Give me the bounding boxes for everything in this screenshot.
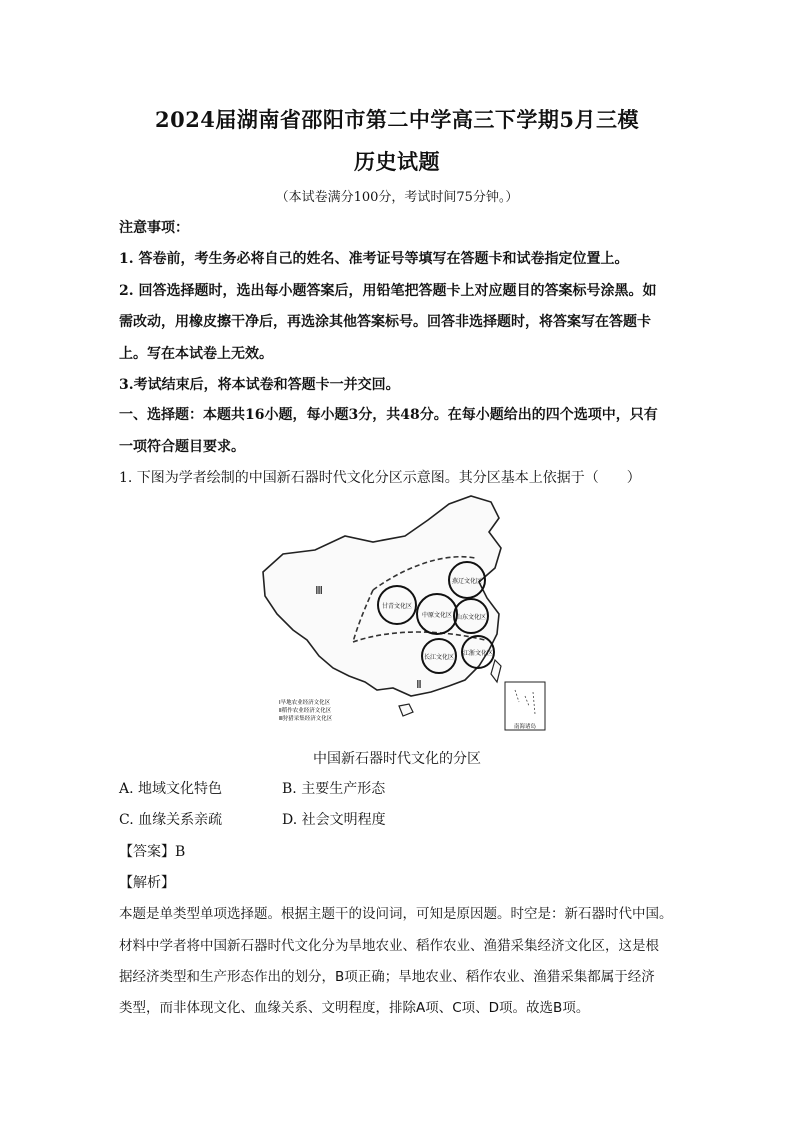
note-item: 上。写在本试卷上无效。 — [119, 346, 273, 362]
answer-line: 【答案】B — [119, 844, 186, 860]
svg-text:长江文化区: 长江文化区 — [423, 654, 455, 661]
map-caption: 中国新石器时代文化的分区 — [313, 751, 481, 767]
exam-info: （本试卷满分100分，考试时间75分钟。） — [275, 190, 519, 205]
exam-subject: 历史试题 — [354, 149, 440, 174]
analysis-heading: 【解析】 — [119, 875, 175, 891]
question-stem: 1. 下图为学者绘制的中国新石器时代文化分区示意图。其分区基本上依据于（ ） — [119, 470, 641, 486]
region-label: Ⅱ — [416, 678, 422, 691]
culture-zone-map — [253, 492, 553, 735]
svg-text:燕辽文化区: 燕辽文化区 — [451, 578, 483, 585]
analysis-text: 据经济类型和生产形态作出的划分，B项正确；旱地农业、稻作农业、渔猎采集都属于经济 — [119, 969, 655, 985]
note-item: 需改动，用橡皮擦干净后，再选涂其他答案标号。回答非选择题时，将答案写在答题卡 — [119, 314, 651, 330]
option-c: C. 血缘关系亲疏 — [119, 812, 223, 828]
south-china-sea-inset — [505, 682, 545, 730]
hainan-island — [399, 704, 413, 716]
svg-text:南海诸岛: 南海诸岛 — [513, 724, 537, 730]
svg-text:江浙文化区: 江浙文化区 — [462, 650, 494, 657]
svg-text:中原文化区: 中原文化区 — [421, 612, 453, 619]
analysis-text: 材料中学者将中国新石器时代文化分为旱地农业、稻作农业、渔猎采集经济文化区，这是根 — [119, 938, 659, 954]
svg-text:甘青文化区: 甘青文化区 — [381, 603, 413, 610]
analysis-text: 类型，而非体现文化、血缘关系、文明程度，排除A项、C项、D项。故选B项。 — [119, 1000, 590, 1016]
china-outline — [263, 496, 501, 696]
option-d: D. 社会文明程度 — [282, 812, 386, 828]
svg-text:Ⅱ稻作农业经济文化区: Ⅱ稻作农业经济文化区 — [279, 708, 332, 714]
map-legend — [279, 698, 333, 722]
note-item: 1. 答卷前，考生务必将自己的姓名、准考证号等填写在答题卡和试卷指定位置上。 — [119, 251, 629, 267]
svg-text:Ⅲ狩猎采集经济文化区: Ⅲ狩猎采集经济文化区 — [279, 716, 333, 722]
note-item: 3.考试结束后，将本试卷和答题卡一并交回。 — [119, 377, 400, 393]
option-b: B. 主要生产形态 — [282, 781, 386, 797]
section-heading: 一、选择题：本题共16小题，每小题3分，共48分。在每小题给出的四个选项中，只有 — [119, 407, 658, 423]
region-label: Ⅲ — [315, 584, 323, 597]
notes-heading: 注意事项： — [119, 220, 189, 236]
exam-title: 2024届湖南省邵阳市第二中学高三下学期5月三模 — [154, 107, 640, 132]
svg-text:Ⅰ旱地农业经济文化区: Ⅰ旱地农业经济文化区 — [279, 700, 331, 706]
taiwan-island — [491, 660, 501, 682]
section-heading-cont: 一项符合题目要求。 — [119, 439, 245, 455]
svg-text:山东文化区: 山东文化区 — [455, 614, 487, 621]
analysis-text: 本题是单类型单项选择题。根据主题干的设问词，可知是原因题。时空是：新石器时代中国。 — [119, 906, 673, 922]
note-item: 2. 回答选择题时，选出每小题答案后，用铅笔把答题卡上对应题目的答案标号涂黑。如 — [119, 283, 657, 299]
option-a: A. 地域文化特色 — [119, 781, 223, 797]
